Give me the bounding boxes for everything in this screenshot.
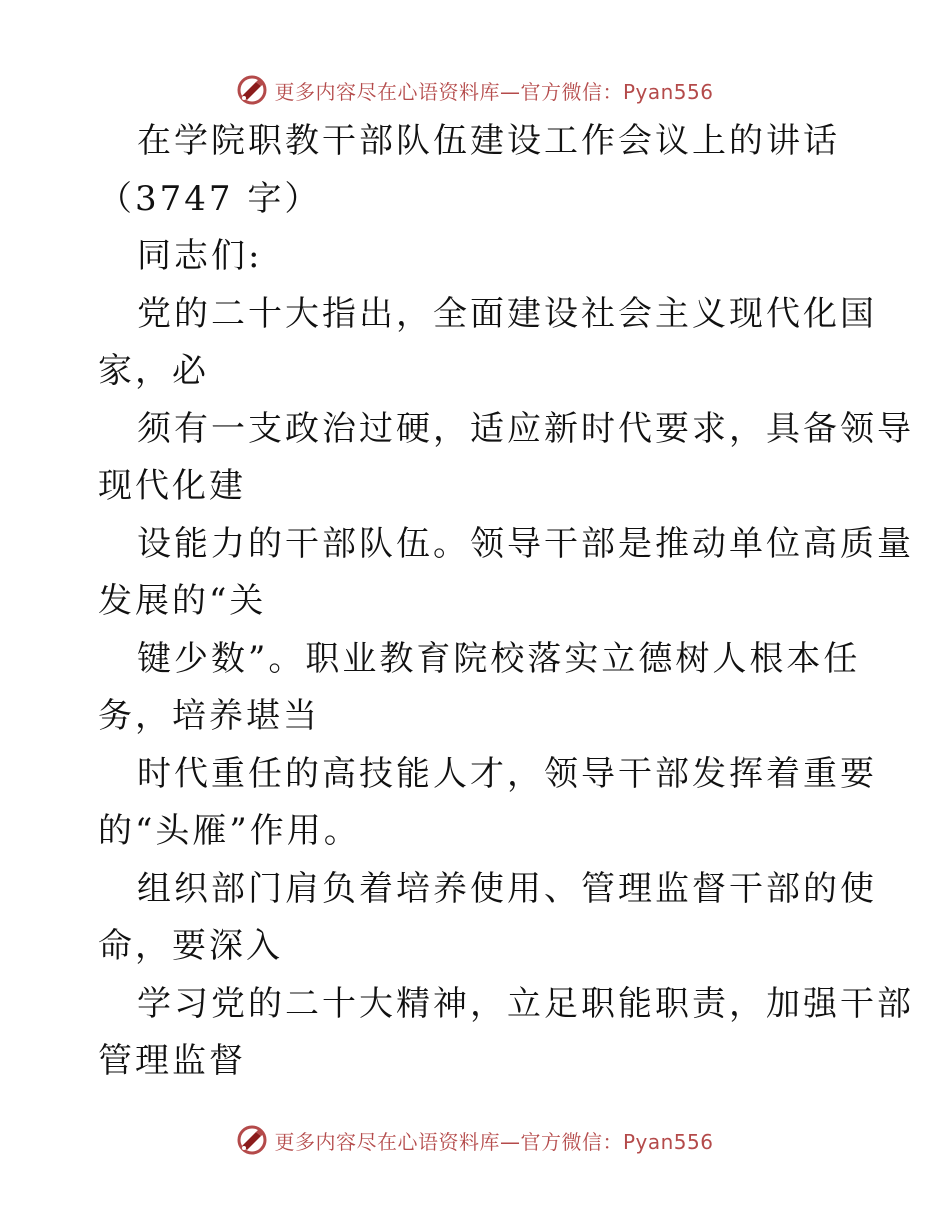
footer-banner-text: 更多内容尽在心语资料库—官方微信：Pyan556 <box>274 1129 714 1154</box>
paragraph-line: 设能力的干部队伍。领导干部是推动单位高质量 <box>137 523 914 564</box>
paragraph-line: 党的二十大指出，全面建设社会主义现代化国 <box>137 293 877 334</box>
paragraph-line: 管理监督 <box>98 1041 246 1081</box>
header-banner-text: 更多内容尽在心语资料库—官方微信：Pyan556 <box>274 79 714 104</box>
paragraph-line: 须有一支政治过硬，适应新时代要求，具备领导 <box>137 408 914 449</box>
paragraph-line: 务，培养堪当 <box>98 696 320 736</box>
paragraph-line: 现代化建 <box>98 466 246 506</box>
paragraph-line: 组织部门肩负着培养使用、管理监督干部的使 <box>137 868 877 909</box>
word-count: （3747 字） <box>98 178 322 219</box>
paragraph-line: 时代重任的高技能人才，领导干部发挥着重要 <box>137 753 877 794</box>
paragraph-line: 命，要深入 <box>98 926 283 966</box>
salutation: 同志们: <box>137 236 263 276</box>
document-title: 在学院职教干部队伍建设工作会议上的讲话 <box>137 121 840 161</box>
paragraph-line: 发展的“关 <box>98 581 267 621</box>
paragraph-line: 家，必 <box>98 351 209 391</box>
paragraph-line: 键少数”。职业教育院校落实立德树人根本任 <box>137 638 861 679</box>
header-banner <box>0 70 950 110</box>
paragraph-line: 的“头雁”作用。 <box>98 811 361 851</box>
paragraph-line: 学习党的二十大精神，立足职能职责，加强干部 <box>137 983 914 1024</box>
pen-circle-logo-icon <box>236 74 268 106</box>
pen-circle-logo-icon <box>236 1124 268 1156</box>
footer-banner <box>0 1120 950 1160</box>
